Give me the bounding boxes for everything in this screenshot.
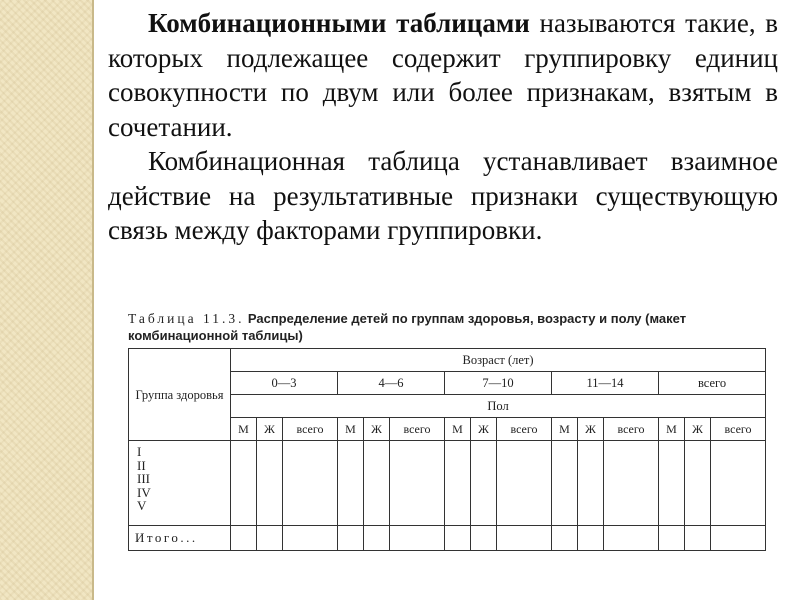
table-cell — [257, 526, 283, 551]
sub-column-header: М — [552, 418, 578, 441]
table-cell — [257, 441, 283, 526]
definition-text: называются такие, в которых подлежащее содержит группировку единиц совокупности по двум или более признакам, взятым в сочетании. — [108, 8, 779, 142]
table-cell — [685, 441, 711, 526]
age-group-header: 0—3 — [231, 372, 338, 395]
table-cell — [578, 526, 604, 551]
sub-column-header: М — [338, 418, 364, 441]
table-cell — [231, 441, 257, 526]
table-cell — [471, 526, 497, 551]
sub-column-header: М — [659, 418, 685, 441]
table-cell — [364, 526, 390, 551]
table-cell — [711, 441, 766, 526]
table-cell — [552, 441, 578, 526]
table-caption — [128, 310, 764, 344]
health-group-label: I — [137, 444, 142, 459]
sub-column-header: Ж — [685, 418, 711, 441]
age-group-header: всего — [659, 372, 766, 395]
table-cell — [659, 441, 685, 526]
table-cell — [685, 526, 711, 551]
header-row-age — [129, 349, 766, 372]
age-group-header: 4—6 — [338, 372, 445, 395]
sex-header: Пол — [231, 395, 766, 418]
combination-table-scan — [128, 310, 764, 551]
table-row-total — [129, 526, 766, 551]
table-cell — [497, 441, 552, 526]
sub-column-header: всего — [497, 418, 552, 441]
paragraph-purpose: Комбинационная таблица устанавливает взаимное действие на результативные признаки существующую связь между факторами группировки. — [108, 146, 778, 245]
sub-column-header: всего — [390, 418, 445, 441]
table-cell — [390, 526, 445, 551]
sub-column-header: всего — [711, 418, 766, 441]
table-cell — [338, 441, 364, 526]
table-cell — [283, 441, 338, 526]
health-group-list — [129, 441, 231, 526]
table-cell — [552, 526, 578, 551]
table-caption-title: Распределение детей по группам здоровья, возрасту и полу (макет комбинационной таблицы) — [128, 311, 687, 343]
bold-term: Комбинационными таблицами — [148, 8, 530, 38]
slide-text — [108, 6, 778, 248]
table-cell — [390, 441, 445, 526]
sub-column-header: М — [445, 418, 471, 441]
table-cell — [338, 526, 364, 551]
table-cell — [445, 526, 471, 551]
stripe-divider — [92, 0, 94, 600]
decorative-side-stripe — [0, 0, 92, 600]
health-group-label: IV — [137, 484, 151, 500]
table-cell — [659, 526, 685, 551]
total-label: Итого... — [129, 526, 231, 551]
table-body — [129, 349, 766, 551]
table-cell — [231, 526, 257, 551]
sub-column-header: Ж — [257, 418, 283, 441]
table-cell — [283, 526, 338, 551]
paragraph-definition — [108, 6, 778, 144]
table-cell — [471, 441, 497, 526]
table-cell — [497, 526, 552, 551]
sub-column-header: М — [231, 418, 257, 441]
sub-column-header: Ж — [471, 418, 497, 441]
age-group-header: 7—10 — [445, 372, 552, 395]
table-cell — [711, 526, 766, 551]
table-cell — [604, 526, 659, 551]
sub-column-header: всего — [604, 418, 659, 441]
combination-table — [128, 348, 766, 551]
table-cell — [364, 441, 390, 526]
table-row-health-groups — [129, 441, 766, 526]
table-cell — [578, 441, 604, 526]
table-caption-label: Таблица 11.3. — [128, 311, 245, 326]
health-group-label: III — [137, 471, 150, 486]
group-header: Группа здоровья — [129, 349, 231, 441]
age-header: Возраст (лет) — [231, 349, 766, 372]
table-cell — [445, 441, 471, 526]
health-group-label: II — [137, 457, 146, 473]
sub-column-header: всего — [283, 418, 338, 441]
table-cell — [604, 441, 659, 526]
age-group-header: 11—14 — [552, 372, 659, 395]
sub-column-header: Ж — [364, 418, 390, 441]
sub-column-header: Ж — [578, 418, 604, 441]
health-group-label: V — [137, 498, 147, 513]
